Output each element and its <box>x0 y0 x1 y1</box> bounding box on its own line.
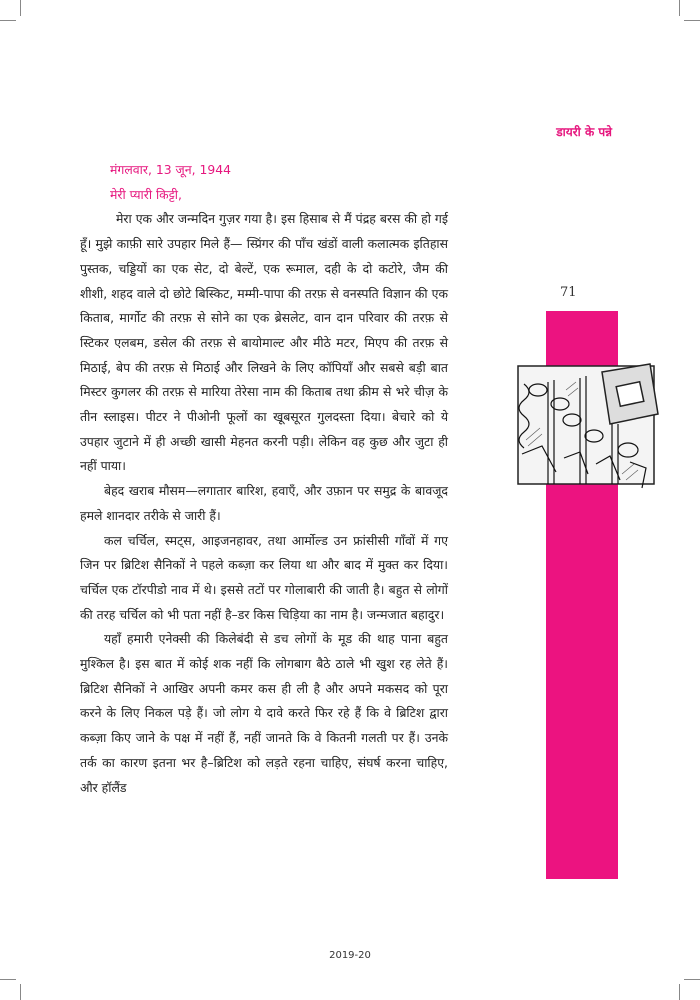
diary-entry <box>80 158 448 800</box>
prison-bars-chain-drawing-icon <box>510 354 662 492</box>
crop-mark-top-right-h <box>684 20 700 21</box>
crop-mark-top-left-h <box>0 20 16 21</box>
entry-date: मंगलवार, 13 जून, 1944 <box>110 162 232 177</box>
salutation: मेरी प्यारी किट्टी, <box>110 186 182 202</box>
paragraph: यहाँ हमारी एनेक्सी की किलेबंदी से डच लोगों के मूड की थाह पाना बहुत मुश्किल है। इस बात में कोई शक नहीं कि लोगबाग बैठे ठाले भी खुश रह लेते हैं। ब्रिटिश सैनिकों ने आखिर अपनी कमर कस ही ली है और अपने मकसद को पूरा करने के लिए निकल पड़े हैं। जो लोग ये दावे करते फिर रहे हैं कि वे ब्रिटिश द्वारा कब्ज़ा किए जाने के पक्ष में नहीं हैं, नहीं जानते कि वे कितनी गलती पर हैं। उनके तर्क का कारण इतना भर है–ब्रिटिश को लड़ते रहना चाहिए, संघर्ष करना चाहिए, और हॉलैंड <box>80 631 448 795</box>
paragraph: कल चर्चिल, स्मट्स, आइजनहावर, तथा आर्मोल्ड उन फ्रांसीसी गाँवों में गए जिन पर ब्रिटिश सैनिकों ने पहले कब्ज़ा कर लिया था और बाद में मुक्त कर दिया। चर्चिल एक टॉरपीडो नाव में थे। इससे तटों पर गोलाबारी की जाती है। बहुत से लोगों की तरह चर्चिल को भी पता नहीं है–डर किस चिड़िया का नाम है। जन्मजात बहादुर। <box>80 532 448 622</box>
page-number: 71 <box>560 285 577 300</box>
crop-mark-bottom-left-v <box>20 984 21 1000</box>
crop-mark-bottom-left-h <box>0 979 16 980</box>
crop-mark-top-left-v <box>20 0 21 16</box>
crop-mark-top-right-v <box>679 0 680 16</box>
paragraph: मेरा एक और जन्मदिन गुज़र गया है। इस हिसाब से मैं पंद्रह बरस की हो गई हूँ। मुझे काफ़ी सारे उपहार मिले हैं— स्प्रिंगर की पाँच खंडों वाली कलात्मक इतिहास पुस्तक, चड्डियों का एक सेट, दो बेल्टें, एक रूमाल, दही के दो कटोरे, जैम की शीशी, शहद वाले दो छोटे बिस्किट, मम्मी-पापा की तरफ़ से वनस्पति विज्ञान की एक किताब, मार्गोट की तरफ़ से सोने का एक ब्रेसलेट, वान दान परिवार की तरफ़ से स्टिकर एलबम, डसेल की तरफ़ से बायोमाल्ट और मीठे मटर, मिएप की तरफ़ से मिठाई, बेप की तरफ़ से मिठाई और लिखने के लिए कॉपियाँ और सबसे बड़ी बात मिस्टर कुगलर की तरफ़ से मारिया तेरेसा नाम की किताब तथा क्रीम से भरे चीज़ के तीन स्लाइस। पीटर ने पीओनी फूलों का खूबसूरत गुलदस्ता दिया। बेचारे को ये उपहार जुटाने में ही अच्छी खासी मेहनत करनी पड़ी। लेकिन वह कुछ और जुटा ही नहीं पाया। <box>80 211 448 474</box>
crop-mark-bottom-right-v <box>679 984 680 1000</box>
crop-mark-bottom-right-h <box>684 979 700 980</box>
paragraph: बेहद खराब मौसम—लगातार बारिश, हवाएँ, और उफ़ान पर समुद्र के बावजूद हमले शानदार तरीके से जारी हैं। <box>80 483 448 523</box>
chapter-title: डायरी के पन्ने <box>556 125 612 139</box>
footer-year: 2019-20 <box>329 950 371 961</box>
